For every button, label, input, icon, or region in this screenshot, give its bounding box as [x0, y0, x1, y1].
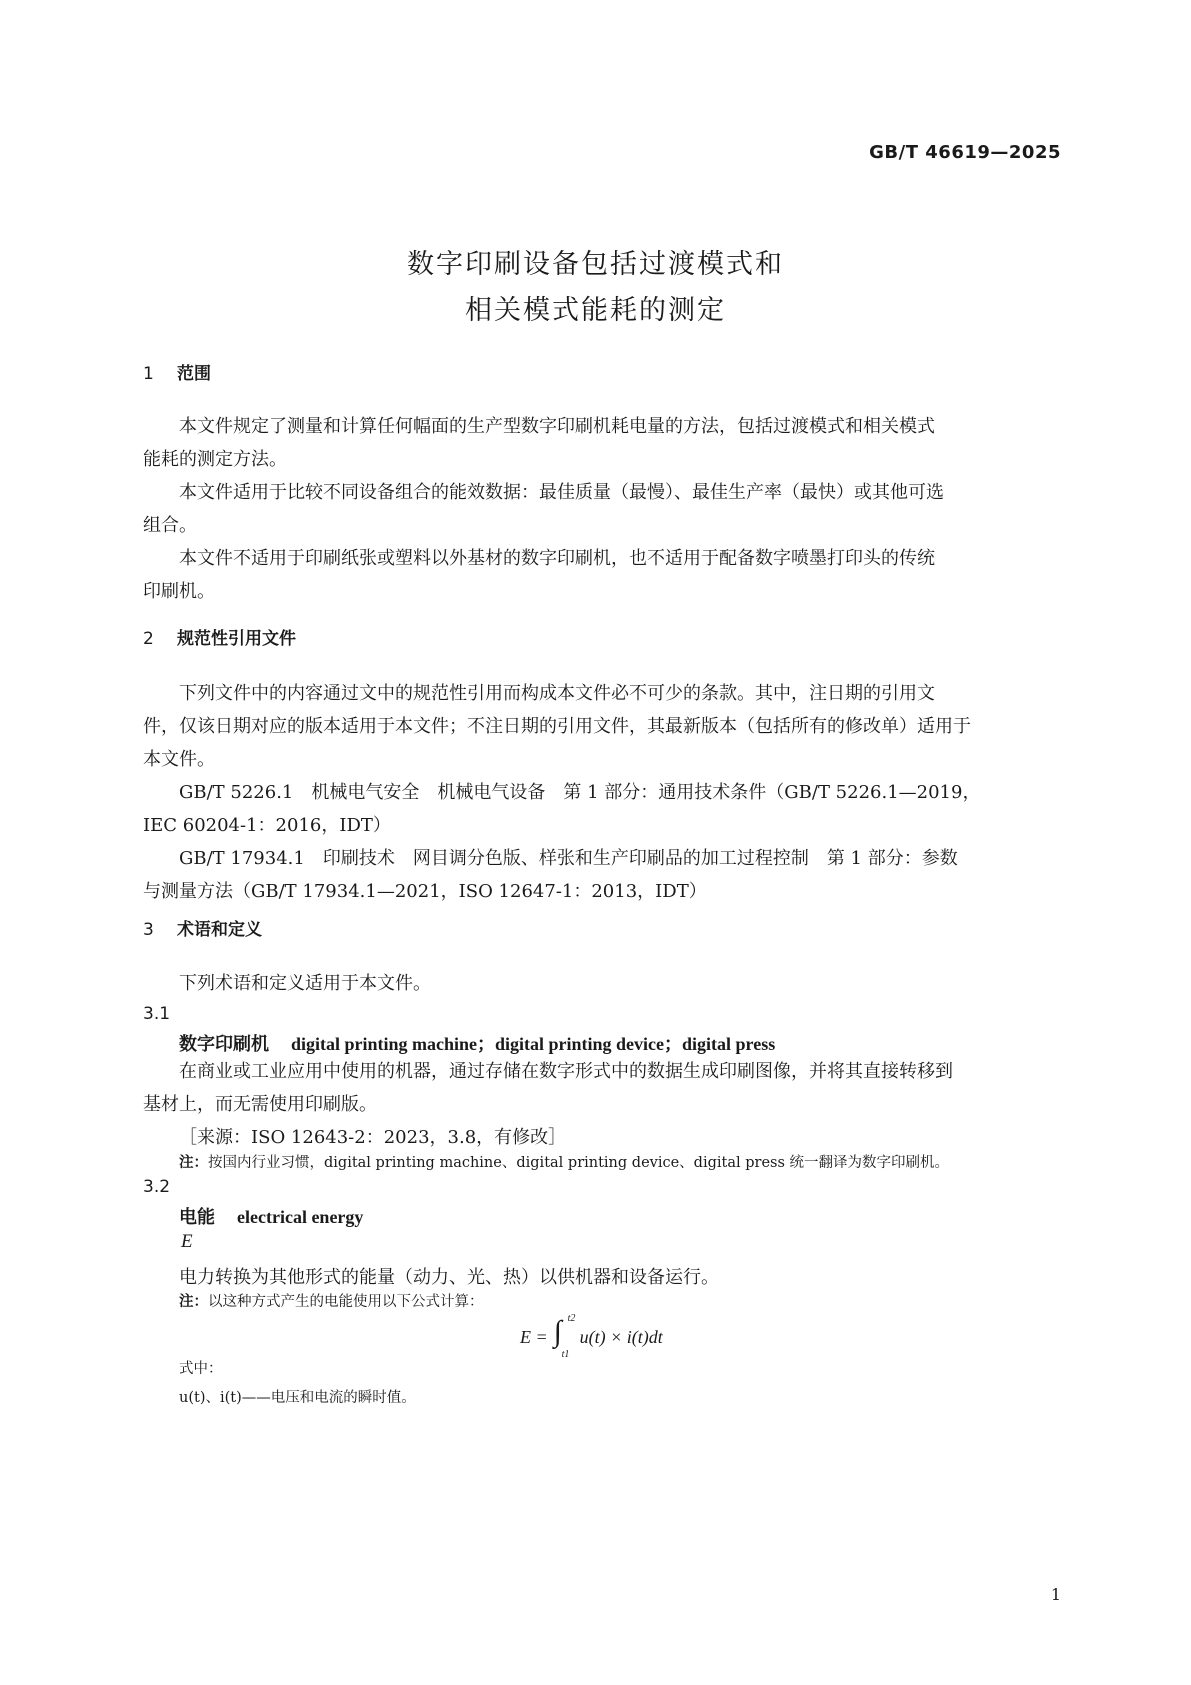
normative-ref-1-line1: GB/T 5226.1 机械电气安全 机械电气设备 第 1 部分：通用技术条件（GB/T 5226.1—2019，	[179, 782, 981, 803]
section-2-heading	[143, 624, 296, 649]
section-3-intro: 下列术语和定义适用于本文件。	[179, 973, 431, 994]
document-title	[0, 242, 1191, 334]
term-3-2-symbol: E	[181, 1231, 193, 1252]
formula-where-item: u(t)、i(t)——电压和电流的瞬时值。	[179, 1390, 416, 1406]
term-3-1-note-label: 注：	[179, 1155, 208, 1171]
term-3-1-number: 3.1	[143, 1004, 171, 1024]
integral-sign-icon: ∫ t2 t1	[553, 1313, 576, 1360]
section-1-p3-line2: 印刷机。	[143, 581, 215, 602]
formula-where-label: 式中：	[179, 1361, 223, 1377]
section-1-p1-line1: 本文件规定了测量和计算任何幅面的生产型数字印刷机耗电量的方法，包括过渡模式和相关模式	[179, 416, 935, 437]
standard-number: GB/T 46619—2025	[869, 142, 1061, 163]
normative-ref-2-line2: 与测量方法（GB/T 17934.1—2021，ISO 12647-1：2013，IDT）	[143, 881, 707, 902]
formula-lhs: E =	[520, 1326, 548, 1347]
term-3-1-zh: 数字印刷机	[179, 1034, 269, 1055]
term-3-2-note	[179, 1290, 1068, 1314]
formula-rhs: u(t) × i(t)dt	[579, 1326, 663, 1347]
section-2-title: 规范性引用文件	[177, 629, 296, 649]
term-3-1-en: digital printing machine；digital printing device；digital press	[291, 1034, 776, 1054]
section-1-number: 1	[143, 364, 154, 384]
section-3-title: 术语和定义	[177, 920, 262, 940]
section-2-p1-line2: 件，仅该日期对应的版本适用于本文件；不注日期的引用文件，其最新版本（包括所有的修改单）适用于	[143, 716, 971, 737]
section-3-heading	[143, 915, 262, 940]
integral-lower-limit: t1	[561, 1349, 570, 1360]
section-1-heading	[143, 359, 211, 384]
term-3-1-definition-line1: 在商业或工业应用中使用的机器，通过存储在数字形式中的数据生成印刷图像，并将其直接转移到	[179, 1061, 953, 1082]
section-1-p3-line1: 本文件不适用于印刷纸张或塑料以外基材的数字印刷机，也不适用于配备数字喷墨打印头的传统	[179, 548, 935, 569]
section-1-title: 范围	[177, 364, 211, 384]
term-3-1-source: ［来源：ISO 12643-2：2023，3.8，有修改］	[179, 1127, 567, 1148]
section-3-number: 3	[143, 920, 154, 940]
title-line-2: 相关模式能耗的测定	[465, 295, 726, 326]
section-2-p1-line1: 下列文件中的内容通过文中的规范性引用而构成本文件必不可少的条款。其中，注日期的引用文	[179, 683, 935, 704]
page-number: 1	[1050, 1585, 1061, 1604]
term-3-2-zh: 电能	[179, 1207, 215, 1228]
normative-ref-2-line1: GB/T 17934.1 印刷技术 网目调分色版、样张和生产印刷品的加工过程控制 第 1 部分：参数	[179, 848, 958, 869]
term-3-2-note-text: 以这种方式产生的电能使用以下公式计算：	[208, 1294, 484, 1310]
term-3-2-note-label: 注：	[179, 1294, 208, 1310]
term-3-2-definition: 电力转换为其他形式的能量（动力、光、热）以供机器和设备运行。	[179, 1267, 719, 1288]
term-3-1-note	[179, 1151, 1068, 1175]
energy-formula	[520, 1313, 663, 1360]
section-2-p1-line3: 本文件。	[143, 749, 215, 770]
term-3-2-title	[179, 1203, 363, 1229]
normative-ref-1-line2: IEC 60204-1：2016，IDT）	[143, 815, 391, 836]
term-3-2-en: electrical energy	[237, 1207, 364, 1227]
section-2-number: 2	[143, 629, 154, 649]
integral-upper-limit: t2	[567, 1313, 576, 1324]
section-1-p1-line2: 能耗的测定方法。	[143, 449, 287, 470]
term-3-1-definition-line2: 基材上，而无需使用印刷版。	[143, 1094, 377, 1115]
term-3-1-title	[179, 1030, 775, 1056]
title-line-1: 数字印刷设备包括过渡模式和	[407, 249, 784, 280]
section-1-p2-line2: 组合。	[143, 515, 197, 536]
term-3-2-number: 3.2	[143, 1177, 171, 1197]
section-1-p2-line1: 本文件适用于比较不同设备组合的能效数据：最佳质量（最慢）、最佳生产率（最快）或其他可选	[179, 482, 944, 503]
term-3-1-note-text: 按国内行业习惯，digital printing machine、digital printing device、digital press 统一翻译为数字印刷机。	[208, 1155, 950, 1171]
